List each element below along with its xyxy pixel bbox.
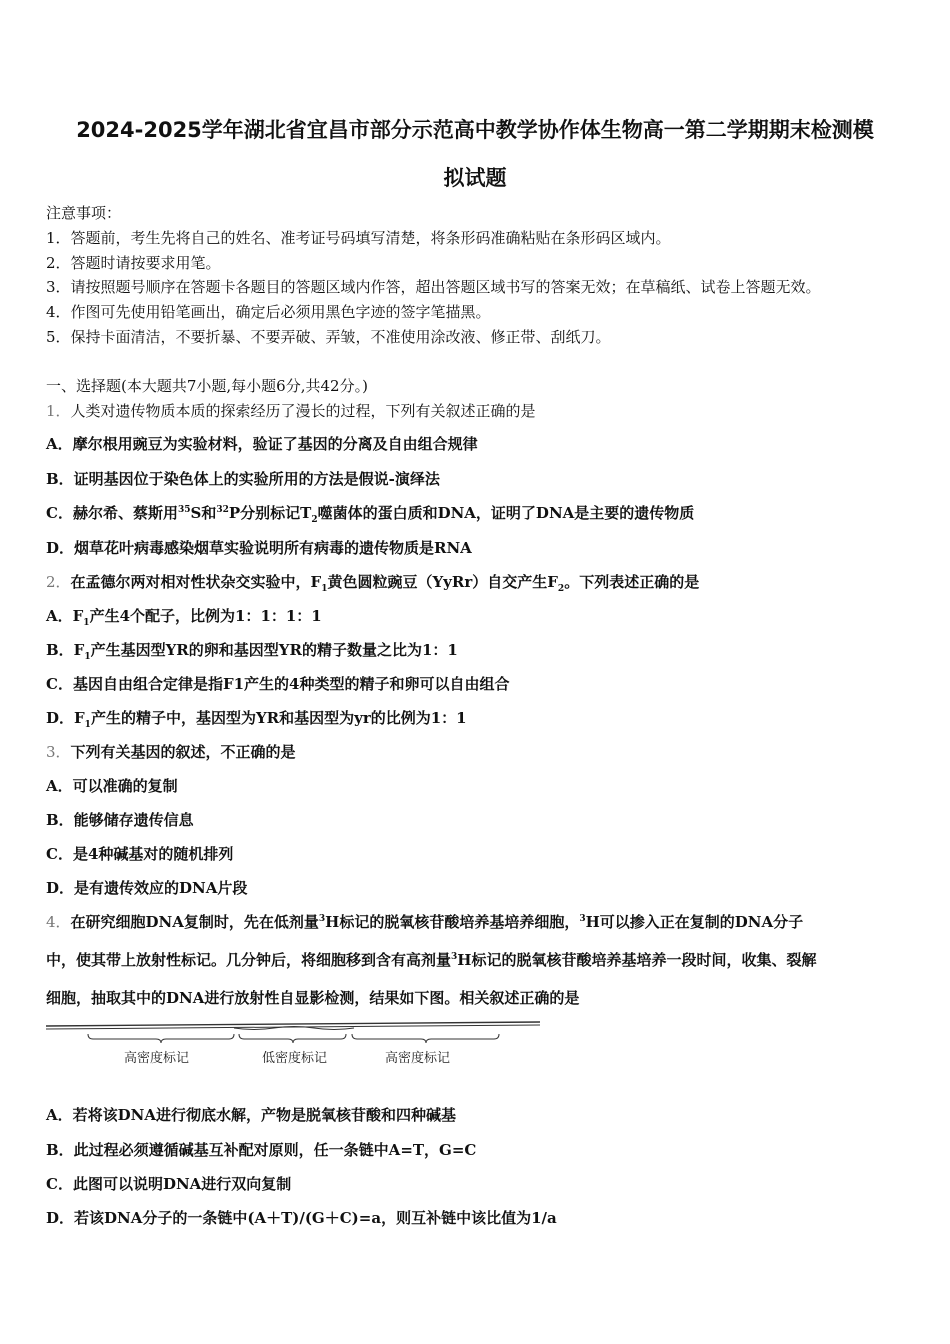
- page-title-line-2: 拟试题: [443, 166, 507, 190]
- notice-item-3: 3．请按照题号顺序在答题卡各题目的答题区域内作答，超出答题区域书写的答案无效；在草稿纸、试卷上答题无效。: [46, 278, 821, 296]
- question-2-option-c: C．基因自由组合定律是指F1产生的4种类型的精子和卵可以自由组合: [46, 675, 510, 693]
- q2d-part-2: 产生的精子中，基因型为YR和基因型为yr的比例为1：1: [90, 709, 467, 727]
- q2b-part-1: B．F: [46, 641, 85, 659]
- question-1-option-a: A．摩尔根用豌豆为实验材料，验证了基因的分离及自由组合规律: [46, 435, 478, 453]
- q4-l1-sup-2: 3: [579, 914, 586, 924]
- label-low-density: 低密度标记: [262, 1051, 328, 1066]
- section-heading: 一、选择题(本大题共7小题,每小题6分,共42分。): [46, 377, 368, 395]
- question-1-option-d: D．烟草花叶病毒感染烟草实验说明所有病毒的遗传物质是RNA: [46, 539, 472, 557]
- q1c-part-4: 噬菌体的蛋白质和DNA，证明了DNA是主要的遗传物质: [317, 504, 695, 522]
- q2a-sub: 1: [83, 618, 90, 628]
- question-4-stem-line-3: 细胞，抽取其中的DNA进行放射性自显影检测，结果如下图。相关叙述正确的是: [46, 989, 580, 1007]
- q2-stem-sub-2: 2: [557, 584, 565, 594]
- question-4-stem-line-2: [46, 949, 816, 970]
- question-3-option-c: C．是4种碱基对的随机排列: [46, 845, 234, 863]
- q2-stem-1: 在孟德尔两对相对性状杂交实验中，F: [70, 573, 322, 591]
- question-4-number: 4．: [46, 913, 71, 931]
- question-4-option-c: C．此图可以说明DNA进行双向复制: [46, 1175, 292, 1193]
- question-3-option-b: B．能够储存遗传信息: [46, 811, 194, 829]
- q1c-part-1: C．赫尔希、蔡斯用: [46, 504, 178, 522]
- question-2-option-b: [46, 639, 458, 662]
- question-3-option-a: A．可以准确的复制: [46, 777, 178, 795]
- question-2-option-d: [46, 707, 467, 730]
- q2d-sub: 1: [84, 720, 91, 730]
- question-2-option-a: [46, 605, 322, 628]
- q2-stem-sub-1: 1: [321, 584, 328, 594]
- question-2-stem: [46, 571, 699, 594]
- q4-l2-b: H标记的脱氧核苷酸培养基培养一段时间，收集、裂解: [457, 951, 817, 969]
- q4-l1-sup: 3: [318, 914, 326, 924]
- q1c-sup-1: 35: [177, 505, 191, 515]
- q2-stem-3: 。下列表述正确的是: [564, 573, 700, 591]
- q4-l2-sup: 3: [451, 952, 458, 962]
- q2b-part-2: 产生基因型YR的卵和基因型YR的精子数量之比为1：1: [90, 641, 458, 659]
- q2a-part-1: A．F: [46, 607, 84, 625]
- label-high-density-2: 高密度标记: [385, 1051, 451, 1066]
- q4-l1-b: H标记的脱氧核苷酸培养基培养细胞，: [325, 913, 580, 931]
- dna-strands: [46, 1022, 540, 1030]
- question-3-option-d: D．是有遗传效应的DNA片段: [46, 879, 248, 897]
- dna-replication-diagram: [44, 1012, 554, 1072]
- q1c-sup-2: 32: [216, 505, 229, 515]
- notice-item-5: 5．保持卡面清洁，不要折暴、不要弄破、弄皱，不准使用涂改液、修正带、刮纸刀。: [46, 328, 611, 346]
- label-high-density-1: 高密度标记: [124, 1051, 190, 1066]
- q1c-sub: 2: [311, 515, 318, 525]
- q2b-sub: 1: [84, 652, 91, 662]
- q4-l2-a: 中，使其带上放射性标记。几分钟后，将细胞移到含有高剂量: [46, 951, 452, 969]
- question-1-text: 人类对遗传物质本质的探索经历了漫长的过程，下列有关叙述正确的是: [70, 402, 536, 420]
- q2-stem-2: 黄色圆粒豌豆（YyRr）自交产生F: [327, 573, 558, 591]
- question-4-stem-line-1: [46, 911, 803, 932]
- question-3-text: 下列有关基因的叙述，不正确的是: [70, 743, 296, 761]
- question-1-number: 1．: [46, 402, 71, 420]
- notice-item-2: 2．答题时请按要求用笔。: [46, 254, 221, 272]
- notice-item-4: 4．作图可先使用铅笔画出，确定后必须用黑色字迹的签字笔描黑。: [46, 303, 491, 321]
- q4-l1-a: 在研究细胞DNA复制时，先在低剂量: [70, 913, 319, 931]
- q2a-part-2: 产生4个配子，比例为1：1：1：1: [89, 607, 322, 625]
- q1c-part-2: S和: [190, 504, 217, 522]
- notice-heading: 注意事项：: [46, 204, 122, 222]
- question-4-option-d: D．若该DNA分子的一条链中(A＋T)/(G＋C)=a，则互补链中该比值为1/a: [46, 1209, 557, 1227]
- q1c-part-3: P分别标记T: [228, 504, 312, 522]
- question-2-number: 2．: [46, 573, 71, 591]
- q4-l1-c: H可以掺入正在复制的DNA分子: [585, 913, 804, 931]
- question-1-option-c: [46, 502, 694, 525]
- question-3-number: 3．: [46, 743, 71, 761]
- question-4-option-a: A．若将该DNA进行彻底水解，产物是脱氧核苷酸和四种碱基: [46, 1106, 456, 1124]
- question-1-option-b: B．证明基因位于染色体上的实验所用的方法是假说-演绎法: [46, 470, 440, 488]
- notice-item-1: 1．答题前，考生先将自己的姓名、准考证号码填写清楚，将条形码准确粘贴在条形码区域内。: [46, 229, 671, 247]
- label-brackets: [88, 1034, 499, 1043]
- question-3-stem: [46, 741, 296, 762]
- question-1-stem: [46, 400, 536, 421]
- page-title-line-1: 2024-2025学年湖北省宜昌市部分示范高中教学协作体生物高一第二学期期末检测模: [76, 118, 874, 142]
- q2d-part-1: D．F: [46, 709, 85, 727]
- question-4-option-b: B．此过程必须遵循碱基互补配对原则，任一条链中A=T，G=C: [46, 1141, 477, 1159]
